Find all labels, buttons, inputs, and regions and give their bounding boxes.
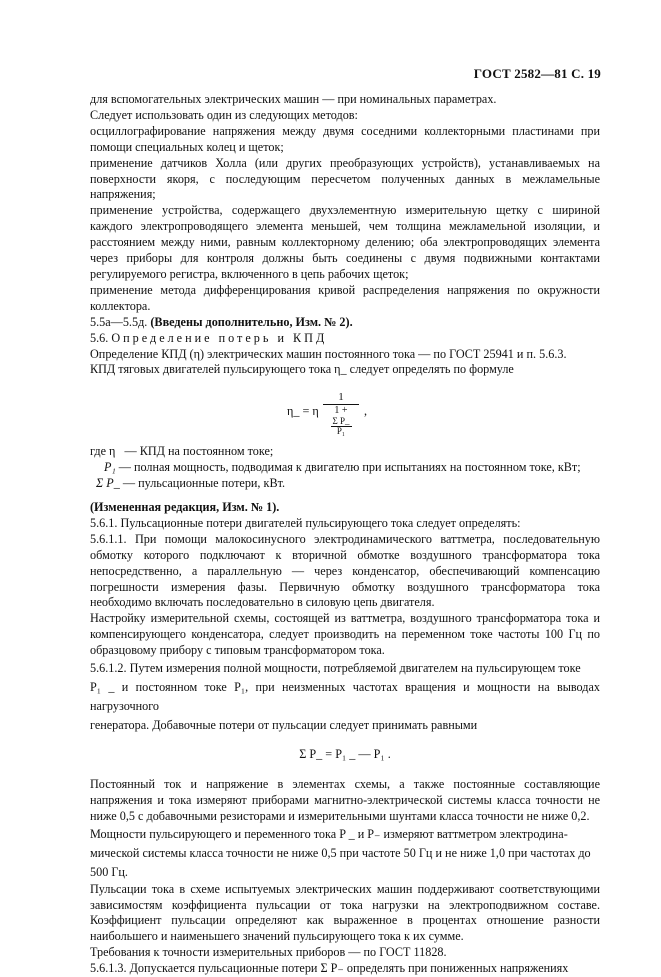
paragraph: 5.6.1.2. Путем измерения полной мощности, потребляемой двигателем на пульсирующем токе P₁ _ и постоянном токе P₁, при неизменных частотах вращения и мощности на выводах нагрузочного генератора. Добавочные потери от пульсации следует принимать равными xyxy=(90,661,600,733)
paragraph: Следует использовать один из следующих методов: xyxy=(90,107,358,122)
paragraph: 5.6.1.1. При помощи малокосинусного электродинамического ваттметра, последовательную обмотку которого подключают к вторичной обмотке воздушного трансформатора тока непосредственно, а параллельную — через конденсатор, обеспечивающий компенсацию погрешности измерения фазы. Первичную обмотку воздушного трансформатора тока необходимо включать последовательно в силовую цепь двигателя. xyxy=(90,531,600,610)
formula-fraction xyxy=(323,390,359,436)
legend-row: где η — КПД на постоянном токе; xyxy=(90,444,274,459)
paragraph: Пульсации тока в схеме испытуемых электрических машин поддерживают соответствующими зависимостям коэффициента пульсации от тока нагрузки на электроподвижном составе. Коэффициент пульсации определяют как выраженное в процентах отношение разности наибольшего и наименьшего значений пульсирующего тока к их сумме. xyxy=(90,881,600,944)
legend-row: Σ P_ — пульсационные потери, кВт. xyxy=(96,476,286,491)
paragraph: осциллографирование напряжения между двумя соседними коллекторными пластинами при помощи специальных колец и щеток; xyxy=(90,123,600,154)
edit-note: (Измененная редакция, Изм. № 1). xyxy=(90,499,280,514)
pulsation-loss-formula: Σ P_ = P₁ _ — P₁ . xyxy=(299,747,391,762)
formula-numerator: 1 xyxy=(323,390,359,405)
paragraph: КПД тяговых двигателей пульсирующего тока η_ следует определять по формуле xyxy=(90,362,514,377)
paragraph: применение датчиков Холла (или других преобразующих устройств), устанавливаемых на поверхности якоря, с последующим пересчетом полученных данных в межламельные напряжения; xyxy=(90,155,600,202)
efficiency-formula: η_ = η 1 1 + $\frac{\text{Σ P\_}}{\text{P₁}}$ , xyxy=(287,391,368,437)
paragraph: применение устройства, содержащего двухэлементную измерительную щетку с шириной каждого электропроводящего элемента меньшей, чем толщина межламельной изоляции, и расстоянием между ними, равным коллекторному делению; оба электропроводящих элемента через приборы для контроля должны быть соединены с двумя подвижными контактами регулируемого регистра, включенного в цепь рабочих щеток; xyxy=(90,203,600,281)
symbol-legend xyxy=(90,444,600,492)
paragraph: Постоянный ток и напряжение в элементах схемы, а также постоянные составляющие напряжения и тока измеряют приборами магнитно-электрической системы класса точности не ниже 0,5 с добавочными резисторами и измерительными шунтами класса точности не ниже 0,2. xyxy=(90,776,600,823)
section-heading: 5.6. Определение потерь и КПД xyxy=(90,330,328,345)
paragraph: 5.6.1. Пульсационные потери двигателей пульсирующего тока следует определять: xyxy=(90,515,521,530)
paragraph: применение метода дифференцирования кривой распределения напряжения по окружности коллектора. xyxy=(90,282,600,313)
paragraph: Мощности пульсирующего и переменного тока P _ и P₋ измеряют ваттметром электродина- мической системы класса точности не ниже 0,5 при частоте 50 Гц и не ниже 1,0 при частотах до 500 Гц. xyxy=(90,826,591,879)
formula-lhs: η_ = η xyxy=(287,404,319,419)
legend-row: P₁ — полная мощность, подводимая к двигателю при испытаниях на постоянном токе, кВт; xyxy=(104,460,581,475)
paragraph: Требования к точности измерительных приборов — по ГОСТ 11828. xyxy=(90,945,447,960)
paragraph: для вспомогательных электрических машин — при номинальных параметрах. xyxy=(90,92,497,106)
amendment-line: 5.5а—5.5д. (Введены дополнительно, Изм. № 2). xyxy=(90,314,353,329)
paragraph: 5.6.1.3. Допускается пульсационные потери Σ P₋ определять при пониженных напряжениях xyxy=(90,961,569,976)
paragraph: Определение КПД (η) электрических машин постоянного тока — по ГОСТ 25941 и п. 5.6.3. xyxy=(90,346,567,361)
page-body xyxy=(90,92,600,977)
running-title: ГОСТ 2582—81 С. 19 xyxy=(473,66,601,81)
formula-denominator: 1 + $\frac{\text{Σ P\_}}{\text{P₁}}$ xyxy=(332,405,350,437)
paragraph: Настройку измерительной схемы, состоящей из ваттметра, воздушного трансформатора тока и компенсирующего конденсатора, следует производить на переменном токе частоты 100 Гц по образцовому прибору с типовым трансформатором тока. xyxy=(90,611,600,658)
